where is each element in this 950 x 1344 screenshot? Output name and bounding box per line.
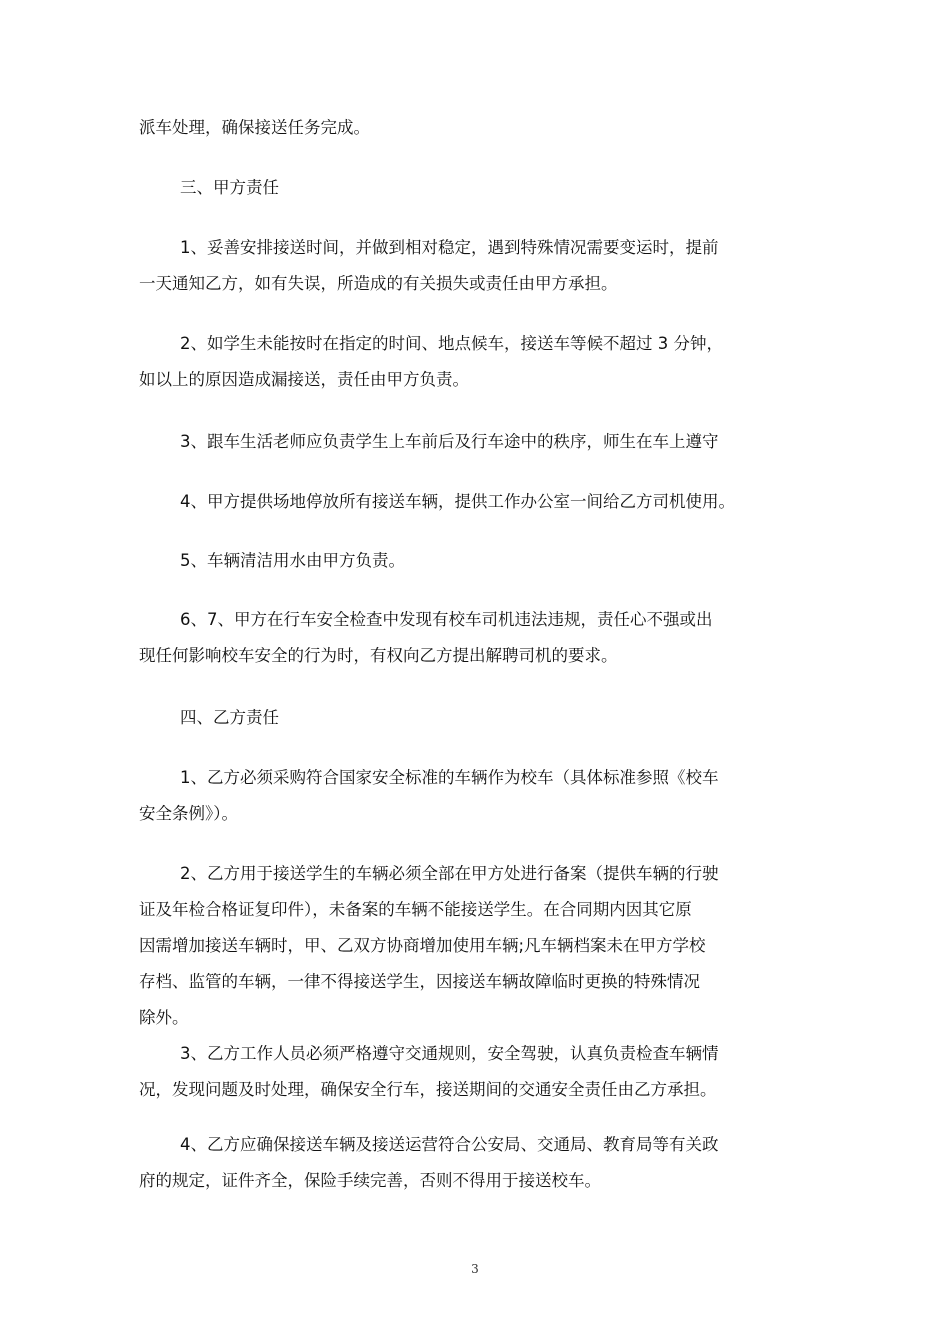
text-line: 存档、监管的车辆，一律不得接送学生，因接送车辆故障临时更换的特殊情况 bbox=[139, 972, 700, 991]
paragraph-a5 bbox=[139, 543, 852, 579]
text-line: 况，发现问题及时处理，确保安全行车，接送期间的交通安全责任由乙方承担。 bbox=[139, 1080, 717, 1099]
section-heading-party-a bbox=[139, 170, 852, 206]
text-line: 除外。 bbox=[139, 1008, 189, 1027]
text-line: 3、乙方工作人员必须严格遵守交通规则，安全驾驶，认真负责检查车辆情 bbox=[180, 1044, 719, 1063]
text-line: 证及年检合格证复印件），未备案的车辆不能接送学生。在合同期内因其它原 bbox=[139, 900, 692, 919]
text-line: 5、车辆清洁用水由甲方负责。 bbox=[180, 551, 405, 570]
paragraph-a6 bbox=[139, 602, 852, 674]
paragraph-a2 bbox=[139, 326, 852, 398]
paragraph-b1 bbox=[139, 760, 852, 832]
text-line: 3、跟车生活老师应负责学生上车前后及行车途中的秩序，师生在车上遵守 bbox=[180, 432, 719, 451]
paragraph-continuation bbox=[139, 110, 811, 146]
text-line: 2、乙方用于接送学生的车辆必须全部在甲方处进行备案（提供车辆的行驶 bbox=[180, 864, 719, 883]
section-heading-party-b bbox=[139, 700, 852, 736]
paragraph-b4 bbox=[139, 1127, 852, 1199]
paragraph-a3 bbox=[139, 424, 852, 460]
section-heading-text: 三、甲方责任 bbox=[180, 178, 279, 197]
text-line: 府的规定，证件齐全，保险手续完善，否则不得用于接送校车。 bbox=[139, 1171, 601, 1190]
text-line: 派车处理，确保接送任务完成。 bbox=[139, 118, 370, 137]
text-line: 1、乙方必须采购符合国家安全标准的车辆作为校车（具体标准参照《校车 bbox=[180, 768, 719, 787]
text-line: 1、妥善安排接送时间，并做到相对稳定，遇到特殊情况需要变运时，提前 bbox=[180, 238, 719, 257]
text-line: 4、甲方提供场地停放所有接送车辆，提供工作办公室一间给乙方司机使用。 bbox=[180, 492, 735, 511]
text-line: 现任何影响校车安全的行为时，有权向乙方提出解聘司机的要求。 bbox=[139, 646, 618, 665]
text-line: 4、乙方应确保接送车辆及接送运营符合公安局、交通局、教育局等有关政 bbox=[180, 1135, 719, 1154]
text-line: 一天通知乙方，如有失误，所造成的有关损失或责任由甲方承担。 bbox=[139, 274, 618, 293]
text-line: 如以上的原因造成漏接送，责任由甲方负责。 bbox=[139, 370, 469, 389]
paragraph-a4 bbox=[139, 484, 852, 520]
paragraph-b2 bbox=[139, 856, 852, 1036]
text-line: 安全条例》）。 bbox=[139, 804, 238, 823]
paragraph-b3 bbox=[139, 1036, 852, 1108]
text-line: 因需增加接送车辆时，甲、乙双方协商增加使用车辆;凡车辆档案未在甲方学校 bbox=[139, 936, 706, 955]
text-line: 2、如学生未能按时在指定的时间、地点候车，接送车等候不超过 3 分钟， bbox=[180, 334, 723, 353]
text-line: 6、7、甲方在行车安全检查中发现有校车司机违法违规，责任心不强或出 bbox=[180, 610, 713, 629]
page-number: 3 bbox=[471, 1262, 479, 1276]
paragraph-a1 bbox=[139, 230, 852, 302]
section-heading-text: 四、乙方责任 bbox=[180, 708, 279, 727]
